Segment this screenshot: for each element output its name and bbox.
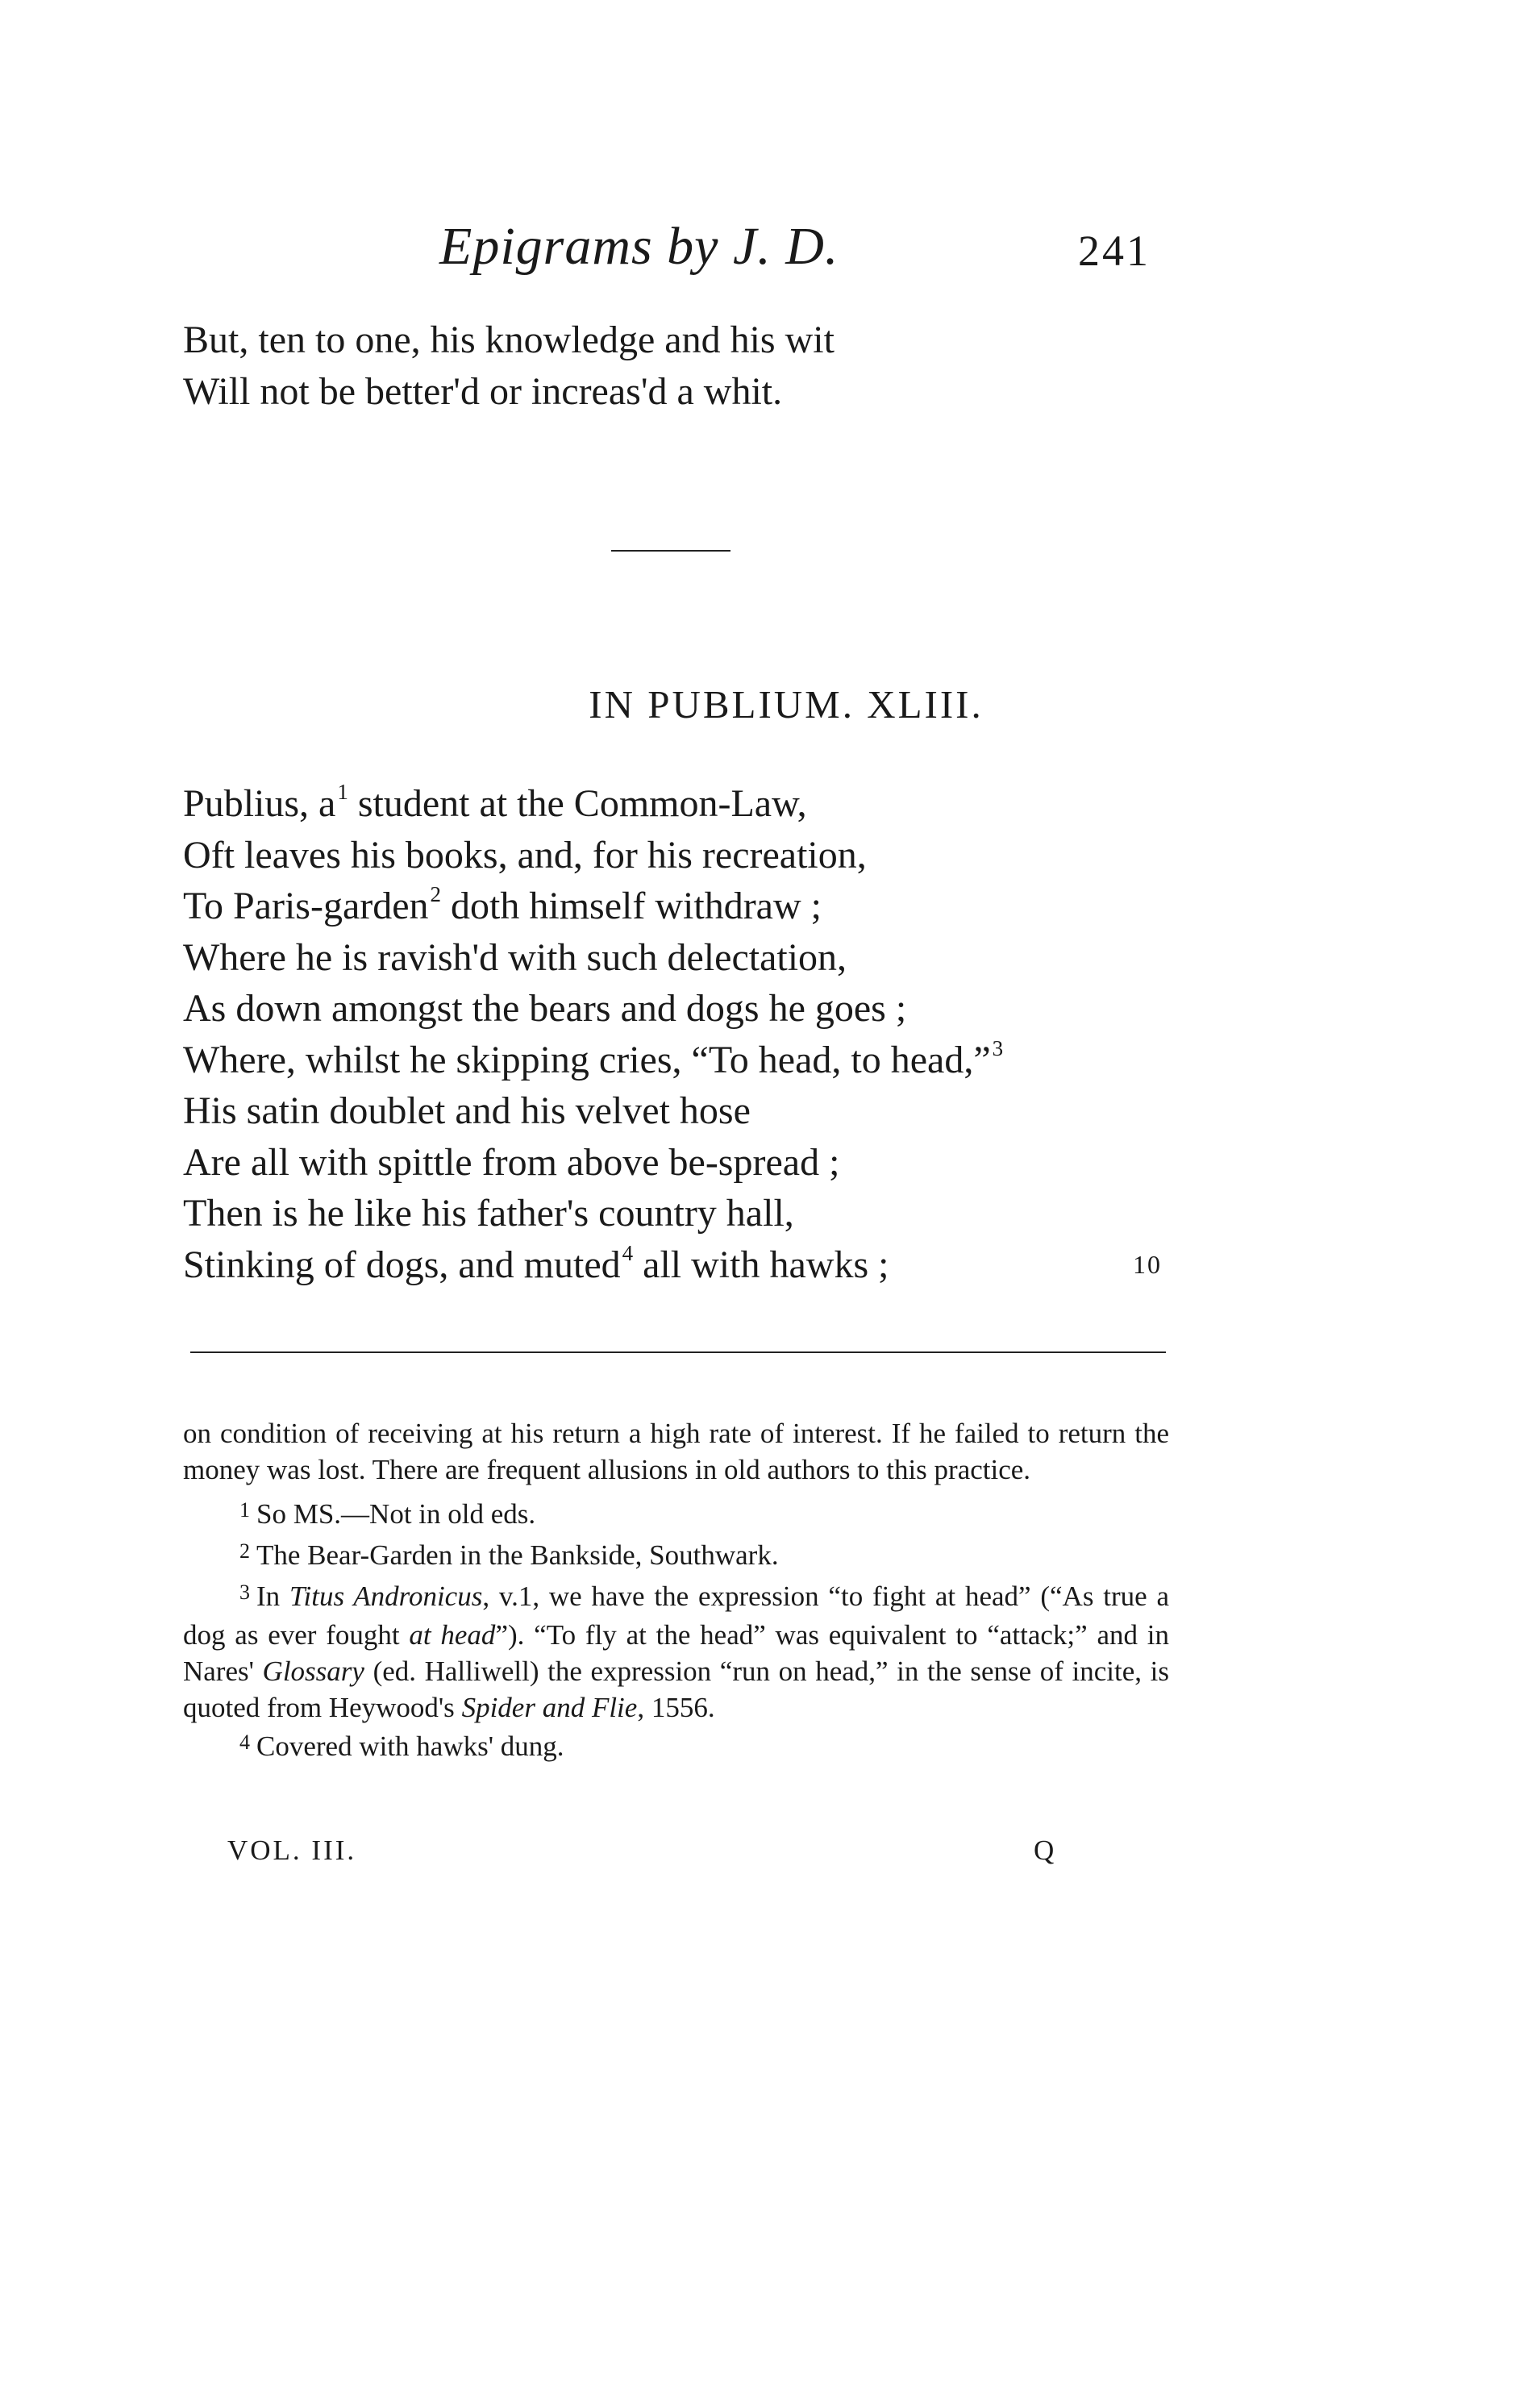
- verse-text: Oft leaves his books, and, for his recreation,: [183, 833, 867, 877]
- volume-label: VOL. III.: [227, 1835, 357, 1866]
- signature-line: [227, 1835, 1114, 1875]
- verse-text: To Paris-garden: [183, 885, 429, 927]
- footnote-mark: 4: [239, 1730, 250, 1754]
- verse-text: Publius, a: [183, 782, 336, 825]
- footnote-text: ”). “To fly at the head” was equivalent to “attack;” and in Nares': [183, 1619, 1169, 1687]
- poem-body: [183, 778, 1003, 1290]
- footnote-text: The Bear-Garden in the Bankside, Southwark.: [256, 1539, 779, 1571]
- quoted-phrase: at head: [409, 1619, 496, 1651]
- verse-text: As down amongst the bears and dogs he goes ;: [183, 987, 907, 1030]
- verse-line: But, ten to one, his knowledge and his wit: [183, 319, 835, 361]
- verse-text: His satin doublet and his velvet hose: [183, 1089, 751, 1132]
- work-title: Titus Andronicus: [289, 1580, 483, 1612]
- running-title: Epigrams by J. D.: [439, 217, 839, 276]
- signature-mark: Q: [1034, 1835, 1055, 1866]
- verse-text: Stinking of dogs, and muted: [183, 1243, 621, 1286]
- footnote-1: [183, 1496, 1169, 1535]
- verse-text: Where, whilst he skipping cries, “To head, to head,”: [183, 1038, 991, 1081]
- footnote-text: , 1556.: [637, 1692, 715, 1723]
- verse-line: [183, 1137, 1003, 1189]
- verse-line: [183, 932, 1003, 984]
- footnote-2: [183, 1537, 1169, 1576]
- footnote-rule: [190, 1351, 1166, 1353]
- footnote-ref: 3: [992, 1035, 1004, 1060]
- footnote-4: [183, 1728, 1169, 1767]
- work-title: Spider and Flie: [461, 1692, 638, 1723]
- verse-line: [183, 1035, 1003, 1086]
- verse-text: all with hawks ;: [633, 1243, 889, 1286]
- footnote-mark: 3: [239, 1580, 250, 1604]
- carry-over-verse: [183, 314, 835, 417]
- verse-line: [183, 830, 1003, 881]
- verse-text: student at the Common-Law,: [348, 782, 807, 825]
- footnote-mark: 2: [239, 1539, 250, 1563]
- verse-text: Then is he like his father's country hall,: [183, 1192, 794, 1235]
- poem-title: IN PUBLIUM. XLIII.: [589, 682, 984, 727]
- footnote-mark: 1: [239, 1498, 250, 1522]
- verse-line: [183, 1188, 1003, 1239]
- footnote-ref: 1: [337, 780, 348, 804]
- footnote-text: In: [256, 1580, 289, 1612]
- footnote-ref: 4: [622, 1240, 634, 1265]
- verse-text: Are all with spittle from above be-spread ;: [183, 1140, 840, 1184]
- footnote-text: So MS.—Not in old eds.: [256, 1498, 536, 1530]
- footnotes: [183, 1415, 1169, 1769]
- verse-line: Will not be better'd or increas'd a whit.: [183, 369, 783, 413]
- footnote-text: Covered with hawks' dung.: [256, 1730, 564, 1762]
- footnote-text: (ed. Halliwell) the expression “run on head,” in the sense of incite, is quoted from Heywood's: [183, 1655, 1169, 1723]
- verse-line: [183, 983, 1003, 1035]
- verse-line: [183, 778, 1003, 830]
- footnote-text: , v.1, we have the expression “to fight at head” (“As true a dog as ever fought: [183, 1580, 1169, 1651]
- verse-text: Where he is ravish'd with such delectation,: [183, 935, 847, 979]
- verse-text: doth himself withdraw ;: [441, 885, 822, 927]
- verse-line: [183, 1085, 1003, 1137]
- footnote-3: [183, 1578, 1169, 1726]
- running-head: [0, 216, 1540, 281]
- footnote-ref: 2: [430, 882, 442, 906]
- section-divider: [611, 550, 730, 552]
- work-title: Glossary: [262, 1655, 364, 1687]
- page-number: 241: [1078, 227, 1151, 275]
- line-number: 10: [1133, 1250, 1162, 1279]
- verse-line: [183, 881, 1003, 932]
- footnote-continuation: on condition of receiving at his return a high rate of interest. If he failed to return the money was lost. There are frequent allusions in old authors to this practice.: [183, 1418, 1169, 1485]
- verse-line: [183, 1239, 1003, 1291]
